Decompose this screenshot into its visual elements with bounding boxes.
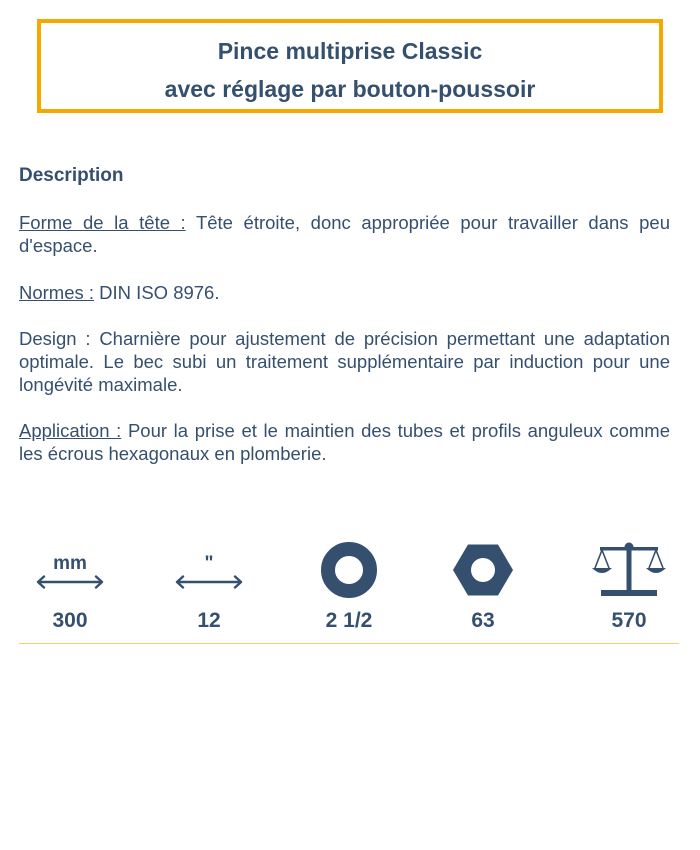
forme-text: Tête étroite, donc appropriée pour travailler dans peu d'espace. bbox=[19, 212, 670, 256]
normes-text: DIN ISO 8976. bbox=[94, 282, 220, 303]
length-inch-icon bbox=[149, 535, 269, 599]
product-title-line-2: avec réglage par bouton-poussoir bbox=[164, 76, 536, 102]
spec-length-mm bbox=[10, 535, 130, 633]
spec-hex-nut bbox=[423, 535, 543, 633]
design-paragraph: Design : Charnière pour ajustement de précision permettant une adaptation optimale. Le bec subi un traitement supplémentaire par induction pour une longévité maximale. bbox=[19, 328, 670, 395]
description-heading: Description bbox=[19, 165, 124, 186]
title-box bbox=[37, 19, 663, 113]
hex-nut-icon bbox=[423, 535, 543, 599]
application-label: Application : bbox=[19, 420, 122, 441]
pipe-diameter-icon bbox=[289, 535, 409, 599]
spec-value-weight: 570 bbox=[611, 609, 647, 632]
spec-value-hex-nut: 63 bbox=[471, 609, 495, 632]
double-arrow-icon bbox=[175, 575, 243, 589]
weight-scale-icon bbox=[569, 535, 689, 599]
spec-value-length-inch: 12 bbox=[197, 609, 221, 632]
unit-inch-label: " bbox=[204, 553, 214, 574]
spec-row bbox=[0, 535, 700, 645]
normes-label: Normes : bbox=[19, 282, 95, 303]
application-text: Pour la prise et le maintien des tubes et profils anguleux comme les écrous hexagonaux en plomberie. bbox=[19, 420, 670, 464]
spec-pipe-diameter bbox=[289, 535, 409, 633]
forme-label: Forme de la tête : bbox=[19, 212, 186, 233]
spec-length-inch bbox=[149, 535, 269, 633]
application-paragraph bbox=[19, 419, 670, 465]
spec-weight bbox=[569, 535, 689, 633]
spec-value-length-mm: 300 bbox=[52, 609, 88, 632]
spec-value-pipe-diameter: 2 1/2 bbox=[325, 609, 373, 632]
normes-paragraph bbox=[19, 281, 670, 304]
double-arrow-icon bbox=[36, 575, 104, 589]
length-mm-icon bbox=[10, 535, 130, 599]
product-title-line-1: Pince multiprise Classic bbox=[217, 38, 483, 64]
spec-separator bbox=[19, 643, 679, 644]
unit-mm-label: mm bbox=[53, 553, 87, 574]
forme-paragraph bbox=[19, 211, 670, 257]
